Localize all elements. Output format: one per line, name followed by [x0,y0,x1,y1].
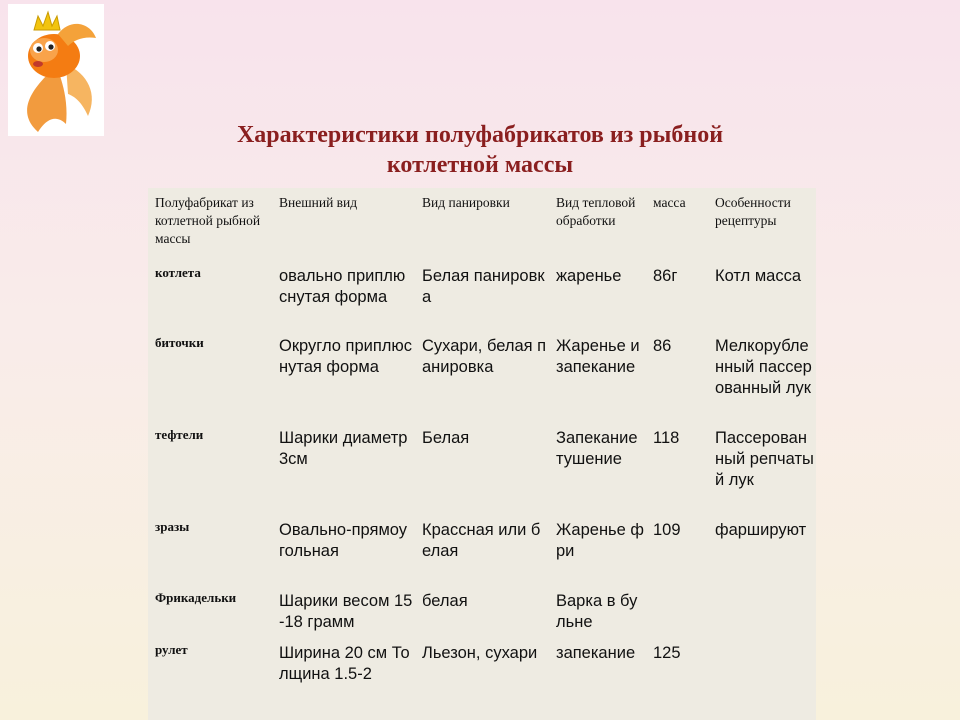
cell-mass: 86г [653,267,678,285]
cell-heat-treatment: Запекание тушение [556,429,638,468]
cell-semi-product: котлета [155,265,201,280]
table-row [148,639,816,693]
header-breading: Вид панировки [422,195,510,210]
cell-heat-treatment: Варка в бульне [556,592,638,631]
cell-semi-product: Фрикадельки [155,590,237,605]
table-row [148,516,816,587]
header-semi-product: Полуфабрикат из котлетной рыбной массы [155,195,261,246]
table-row [148,332,816,424]
cell-heat-treatment: Жаренье фри [556,521,644,560]
cell-breading: Крассная или белая [422,521,541,560]
table-header-row [148,188,816,262]
characteristics-table [148,188,816,693]
cell-recipe-features: фаршируют [715,521,807,539]
table-row [148,262,816,332]
cell-recipe-features [708,639,816,693]
cell-recipe-features: Пассерованный репчатый лук [715,429,814,489]
cell-appearance: Шарики весом 15-18 грамм [279,592,413,631]
cell-recipe-features: Котл масса [715,267,802,285]
goldfish-icon [8,4,104,136]
cell-semi-product: зразы [155,519,190,534]
cell-breading: Сухари, белая панировка [422,337,547,376]
header-heat-treatment: Вид тепловой обработки [556,195,636,228]
cell-appearance: Овально-прямоугольная [279,521,408,560]
cell-mass: 118 [653,429,680,447]
cell-heat-treatment: запекание [556,644,636,662]
cell-breading: Белая [422,429,470,447]
characteristics-table-container [148,188,816,720]
goldfish-illustration [8,4,104,136]
cell-breading: Белая панировка [422,267,545,306]
page-title-line-1: Характеристики полуфабрикатов из рыбной [236,122,724,148]
header-appearance: Внешний вид [279,195,358,210]
cell-semi-product: биточки [155,335,204,350]
table-row [148,424,816,516]
cell-mass [646,587,708,639]
cell-appearance: овально приплюснутая форма [279,267,406,306]
cell-mass: 86 [653,337,672,355]
cell-semi-product: рулет [155,642,188,657]
cell-mass: 125 [653,644,681,662]
cell-appearance: Ширина 20 см Толщина 1.5-2 [279,644,410,683]
cell-heat-treatment: жаренье [556,267,622,285]
cell-breading: белая [422,592,468,610]
table-row [148,587,816,639]
cell-recipe-features: Мелкорубленный пассерованный лук [715,337,812,397]
cell-breading: Льезон, сухари [422,644,538,662]
cell-appearance: Округло приплюснутая форма [279,337,413,376]
header-mass: масса [653,195,686,210]
header-recipe-features: Особенности рецептуры [715,195,791,228]
cell-appearance: Шарики диаметр 3см [279,429,408,468]
page-title-line-2: котлетной массы [386,152,574,178]
cell-recipe-features [708,587,816,639]
page-title [150,120,810,180]
cell-heat-treatment: Жаренье и запекание [556,337,640,376]
cell-mass: 109 [653,521,681,539]
cell-semi-product: тефтели [155,427,204,442]
